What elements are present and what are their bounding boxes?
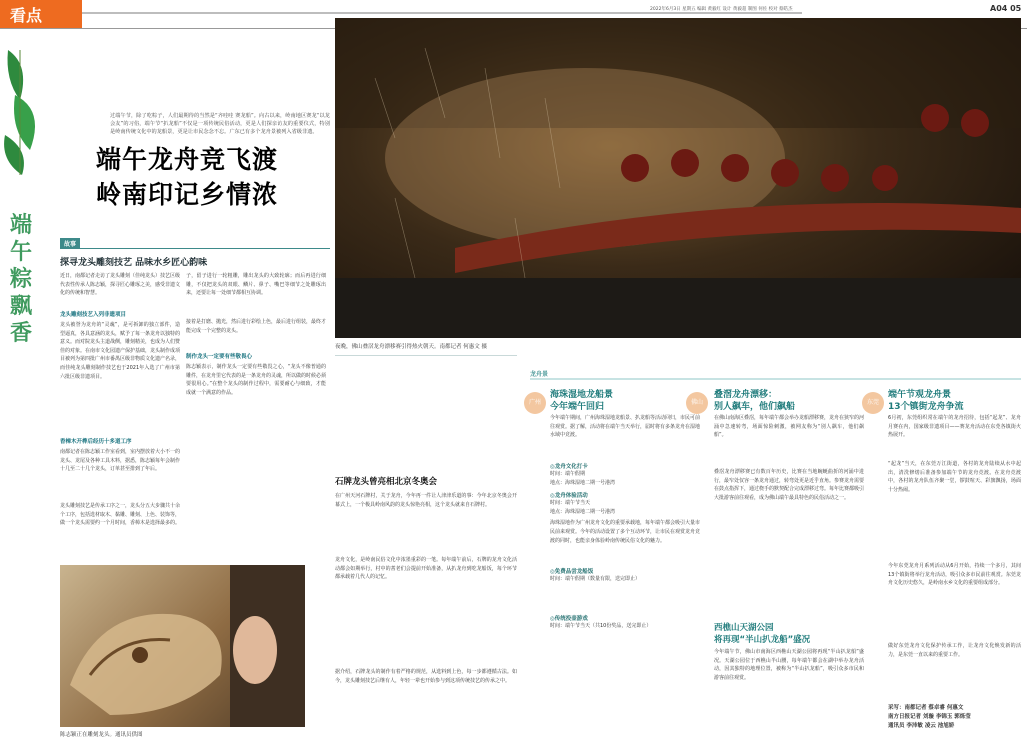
story2-rule	[335, 355, 517, 356]
col3-region-tag: 东莞	[862, 392, 884, 414]
col1-item4: ◎传统投壶游戏	[550, 615, 588, 622]
carving-photo-caption: 陈志颖正在雕刻龙头。通讯员供图	[60, 732, 143, 738]
story2-body	[335, 492, 517, 742]
story1-para1: 近日，南都记者走访了龙头雕刻（佳纯龙头）技艺区级代表性传承人陈志颖，探寻匠心雕琢之美，感受非遗文化的传统和智慧。	[60, 273, 180, 297]
main-photo-caption: 夜晚，佛山叠滘龙舟漂移赛引得热火朝天。南都记者 何惠文 摄	[335, 344, 487, 350]
masthead-date: 2022年6月3日 星期五 编辑 黄毅红 设计 黄毅超 制图 何佐 校对 蔡皓杰	[650, 7, 793, 12]
story1-sub3: 制作龙头一定要有些敬畏心	[186, 354, 253, 360]
story2-para1: 在广州天河石牌村，关于龙舟，今年再一件让人津津乐道的事：今年北京冬奥会开幕式上，一个极具岭南风韵的龙头惊艳亮相，这个龙头就来自石牌村。	[335, 493, 517, 508]
col2-para: 叠滘龙舟漂移赛已有数百年历史，比赛在当地蜿蜒曲折的河涌中进行，最窄处仅容一条龙舟通过，转弯处更是近乎直角。参赛龙舟需要在鼓点指挥下，通过桡手的默契配合完成漂移过弯。每年比赛都吸引大批游客前往观看，成为佛山端午最具特色的民俗活动之一。	[714, 469, 864, 501]
masthead-stripe	[82, 12, 802, 14]
col2-title2: 别人飙车，他们飙船	[714, 402, 796, 412]
col1-region-tag: 广州	[524, 392, 546, 414]
story2-para3: 据介绍，石牌龙头的制作有着严格的规范，从选料到上色，每一步都遵循古法。如今，龙头雕刻技艺后继有人，年轻一辈也开始参与到这项传统技艺的传承之中。	[335, 669, 517, 684]
col1-item1-time: 时间：端午假期	[550, 471, 586, 477]
story1-col-a	[60, 272, 180, 564]
story1-para6: 接着是打磨、抛光，然后进行彩绘上色，最后进行组装，最终才能完成一个完整的龙头。	[186, 319, 326, 334]
col1-item2-time: 时间：端午节当天	[550, 500, 591, 507]
col3-para3: 今年东莞龙舟月系列活动从6月开始，持续一个多月，其间13个镇街将举行龙舟活动，吸引众多市民前往观赏。东莞龙舟文化历史悠久，是岭南水乡文化的重要组成部分。	[888, 563, 1021, 587]
col3-para2: “起龙”当天，在东莞万江街道，各村的龙舟陆续从水中起出，清洗修缮后准备参加端午节的龙舟竞渡。在龙舟竞渡中，各村的龙舟队伍齐聚一堂，锣鼓喧天、彩旗飘扬，场面十分热闹。	[888, 461, 1021, 493]
story1-col-b	[186, 272, 326, 564]
banner-title-line2: 岭南印记乡情浓	[96, 180, 279, 209]
story1-para7: 陈志颖表示，制作龙头一定要有些敬畏之心，“龙头不像普通的雕件，在龙舟里它代表的是一条龙舟的灵魂，所以做的时候必须要很用心。”在整个龙头的制作过程中，需要耐心与细致，才能成就一个满意的作品。	[186, 364, 326, 396]
vertical-slogan: 端午粽飘香	[10, 212, 33, 346]
col2-subtitle1: 西樵山天湖公园	[714, 623, 774, 633]
col2-region-tag: 佛山	[686, 392, 708, 414]
col2-intro: 在佛山南海区叠滘，每年端午都会举办龙船漂移赛，龙舟在狭窄的河涌中急速转弯，场面惊险刺激，被网友称为“别人飙车，他们飙船”。	[714, 415, 864, 439]
story1-para4: 龙头雕刻技艺是传承工序之一，龙头分五大步骤共十余个工序，包括选材取木、黏雕、雕刻、上色、装饰等，做一个龙头需要约一个月时间，香樟木是选择最多的。	[60, 503, 180, 527]
banner-title-line1: 端午龙舟竞飞渡	[96, 145, 279, 174]
dragon-boat-night-photo	[335, 18, 1021, 338]
story1-para2: 龙头被誉为龙舟的“灵魂”，是可拆卸的独立部件，造型逼真，各具意涵的龙头，赋予了每一条龙舟以独特的意义。而对院龙头主道战侧，雕刻精美，也成为人们赞佳的对象。在南市文化园遗产保护基础，龙头制作成项目被列为第四批广州市番禺区级非物质文化遗产名录，而佳纯龙头雕刻制作技艺也于2021年入选了广州市第六批区级非遗项目。	[60, 322, 180, 380]
col1-item1: ◎龙舟文化打卡	[550, 464, 588, 470]
section-bar	[530, 378, 1021, 380]
banner-intro: 过端午节，除了吃粽子，人们最期待的当然是“齐哇哇 赛龙船”。向古以来，岭南地区赛龙“以龙会友”的习俗，端午节“扒龙船”不仅是一项传统民俗活动，更是人们探亲访友的重要仪式，特别是岭南传统文化中的龙船景，更是让市民念念不忘。广东已有多个龙舟景被列入省级非遗。	[110, 113, 330, 135]
col3-body	[888, 414, 1021, 704]
story-kicker-rule	[60, 248, 330, 249]
carving-photo	[60, 565, 305, 727]
credits	[888, 704, 1021, 731]
story-title: 探寻龙头雕刻技艺 品味水乡匠心韵味	[60, 258, 208, 268]
story1-para5: 子，留子进行一轮粗雕，雕出龙头的大致轮廓；而后再进行细雕，不仅把龙头的双眼、鳞片、鼻子、嘴巴等细节之处雕琢出来，还要让每一处细节都相互协调。	[186, 273, 326, 297]
story1-sub1: 龙头雕刻技艺入列非遗项目	[60, 312, 127, 318]
col1-para: 海珠湿地作为广州龙舟文化的重要承载地，每年端午都会吸引大量市民前来观赏。今年的活动设置了多个互动环节，让市民在观赏龙舟竞渡的同时，也能亲身体验岭南传统民俗文化的魅力。	[550, 520, 700, 544]
credit-line2: 南方日报记者 刘璇 李锦玉 郭烁莹	[888, 714, 971, 720]
col1-item2: ◎龙舟体验活动	[550, 493, 588, 500]
col2-title1: 叠滘龙舟漂移：	[714, 390, 778, 400]
col1-item4-time: 时间：端午节当天（共10份奖品，送完即止）	[550, 622, 652, 629]
col1-title2: 今年端午回归	[550, 402, 605, 412]
col3-para4: 做好东莞龙舟文化保护传承工作，让龙舟文化焕发新的活力，是东莞一直以来的重要工作。	[888, 643, 1021, 658]
credit-line1: 采写：南都记者 蔡卓睿 何惠文	[888, 705, 964, 711]
col1-item3-time: 时间：端午假期（数量有限，送完即止）	[550, 576, 641, 583]
col3-title2: 13个镇街龙舟争流	[888, 402, 964, 412]
col2-subtitle2: 将再现“半山扒龙船”盛况	[714, 635, 811, 645]
col3-title1: 端午节观龙舟景	[888, 390, 952, 400]
leaf-decoration	[0, 40, 55, 180]
col2-body	[714, 414, 864, 614]
masthead-label: 看点	[10, 6, 43, 25]
col1-body	[550, 414, 700, 744]
story1-para3: 南都记者在陈志颖工作室看到，室内摆放着大小不一的龙头、龙尾及各种工具木料，据悉，陈志颖每年会制作十几至二十几个龙头，订单甚至排到了年后。	[60, 449, 180, 473]
col1-item1-place: 地点：海珠湿地二期一号港湾	[550, 479, 616, 486]
col2-sub-para: 今年端午节，佛山市南海区西樵山天湖公园将再现“半山扒龙船”盛况。天湖公园位于西樵山半山腰，每年端午都会在湖中举办龙舟活动，因其独特的地理位置，被称为“半山扒龙船”，吸引众多市民和游客前往观赏。	[714, 649, 864, 681]
col1-item2-place: 地点：海珠湿地二期一号港湾	[550, 508, 616, 515]
col1-intro: 今年端午期间，广州海珠湿地龙船景、扒龙船等活动回归，市民可前往观赏。据了解，活动将在端午当天举行，届时将有多条龙舟在湿地水域中竞渡。	[550, 415, 700, 439]
credit-line3: 通讯员 李沛敏 凌云 池旭娇	[888, 723, 955, 729]
col1-item3: ◎免费品尝龙船饭	[550, 569, 594, 576]
page-number: A04 05	[990, 4, 1022, 13]
story2-para2: 龙舟文化，是岭南民俗文化中浓墨重彩的一笔。每年端午前后，石牌的龙舟文化活动都会如期举行，村中的耆老们会提前开始准备，从扒龙舟到吃龙船饭，每个环节都承载着几代人的记忆。	[335, 557, 517, 581]
story-kicker: 故事	[60, 238, 80, 249]
col3-para1: 6月初，东莞组织常在端午的龙舟招待，包括“起龙”、龙舟月赛在内，国家级非遗项目——赛龙舟活动在东莞各镇街火热展开。	[888, 415, 1021, 439]
col1-title1: 海珠湿地龙船景	[550, 390, 614, 400]
section-label: 龙舟景	[530, 371, 549, 378]
story1-sub2: 香樟木开榫后经历十多道工序	[60, 439, 132, 445]
story2-title: 石牌龙头曾亮相北京冬奥会	[335, 477, 438, 487]
